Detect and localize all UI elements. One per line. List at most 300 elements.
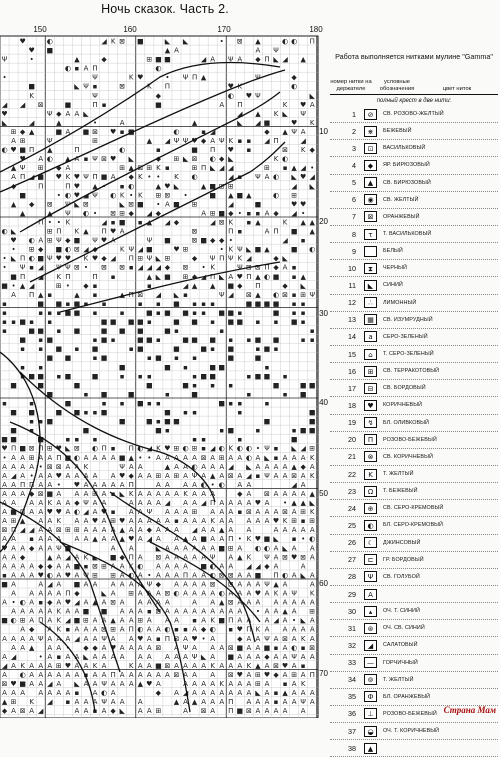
svg-text:◐: ◐ [91,444,99,453]
svg-text:◣: ◣ [74,680,80,688]
svg-text:A: A [237,616,243,625]
svg-text:•: • [65,281,70,290]
svg-text:Ψ: Ψ [255,73,261,82]
svg-text:A: A [183,453,188,462]
svg-text:◐: ◐ [282,155,289,164]
svg-text:A: A [56,489,62,498]
svg-text:◆: ◆ [155,91,162,100]
svg-text:A: A [237,598,243,607]
svg-text:⊠: ⊠ [191,236,198,245]
svg-text:■: ■ [254,372,262,381]
svg-text:A: A [110,589,116,598]
svg-text:◐: ◐ [218,480,225,489]
svg-text:▪: ▪ [273,318,279,326]
legend-row [330,226,498,243]
svg-text:A: A [47,652,53,661]
thread-color-name: ЧЕРНЫЙ [383,265,407,272]
svg-text:A: A [165,598,170,607]
legend-row [330,655,498,672]
thread-color-name: ДЖИНСОВЫЙ [383,539,421,546]
svg-text:⊞: ⊞ [128,589,135,598]
svg-text:■: ■ [10,408,17,417]
svg-text:◢: ◢ [28,173,35,182]
svg-text:A: A [219,698,225,707]
svg-text:Π: Π [128,625,134,634]
svg-text:A: A [291,489,297,498]
svg-text:▪: ▪ [56,327,62,336]
legend-header: Работа выполняется нитками мулине "Gamma" [335,52,493,61]
thread-color-name: ГОРЧИЧНЫЙ [383,659,418,666]
svg-text:Ψ: Ψ [83,571,89,580]
svg-text:■: ■ [218,616,226,625]
svg-text:▲: ▲ [209,281,216,290]
svg-text:A: A [74,489,80,498]
svg-text:A: A [101,616,107,625]
svg-text:⊠: ⊠ [282,508,289,517]
legend-row [330,346,498,363]
thread-color-name: ОЧ. Т. КОРИЧНЕВЫЙ [383,728,440,735]
svg-text:A: A [119,480,125,489]
svg-text:♥: ♥ [227,82,234,91]
svg-text:◐: ◐ [272,191,280,200]
svg-text:⊠: ⊠ [282,146,289,155]
svg-text:A: A [210,489,216,498]
stitch-symbol: ∴ [364,297,377,308]
svg-text:▪: ▪ [92,308,98,317]
svg-text:♥: ♥ [55,444,62,453]
svg-text:A: A [183,562,188,571]
svg-text:Ψ: Ψ [182,73,189,82]
svg-text:♥: ♥ [281,661,289,670]
svg-text:A: A [137,526,143,535]
side-scale-label: 50 [319,489,328,498]
svg-text:A: A [201,517,207,526]
thread-color-name: ВАСИЛЬКОВЫЙ [383,145,426,152]
svg-text:A: A [174,453,179,462]
svg-text:A: A [47,625,53,634]
svg-text:A: A [210,589,216,598]
svg-text:A: A [128,499,134,507]
svg-text:■: ■ [28,82,35,91]
svg-text:♥: ♥ [119,471,126,480]
thread-number: 27 [348,555,356,565]
thread-number: 6 [352,195,356,205]
legend-row [330,740,498,757]
svg-text:A: A [11,562,16,571]
svg-text:▪: ▪ [165,164,170,173]
svg-text:•: • [56,191,61,200]
svg-text:◐: ◐ [46,571,53,580]
svg-text:▲: ▲ [92,535,98,544]
svg-text:•: • [156,200,161,209]
svg-text:A: A [282,263,288,272]
svg-text:◣: ◣ [119,200,125,209]
svg-text:⊞: ⊞ [209,209,216,218]
svg-text:⊠: ⊠ [227,643,234,652]
svg-text:■: ■ [191,390,198,399]
svg-text:A: A [119,652,125,661]
svg-text:A: A [210,598,216,607]
thread-color-name: БЕЛЫЙ [383,248,403,255]
svg-text:A: A [174,535,179,544]
svg-text:◆: ◆ [1,707,8,716]
svg-text:A: A [38,526,44,535]
svg-text:A: A [246,526,252,535]
thread-color-name: ЛИМОННЫЙ [383,299,417,306]
svg-text:◢: ◢ [209,444,216,453]
svg-text:■: ■ [73,616,81,625]
svg-text:A: A [255,46,261,55]
svg-text:◢: ◢ [282,236,288,245]
thread-color-name: СВ. КОРИЧНЕВЫЙ [383,453,433,460]
svg-text:◢: ◢ [246,254,252,263]
stitch-symbol: — [364,657,377,668]
svg-text:A: A [291,689,297,698]
svg-text:A: A [29,607,35,616]
svg-text:A: A [237,480,243,489]
svg-text:•: • [310,164,315,173]
svg-text:◣: ◣ [128,155,134,164]
svg-text:A: A [11,634,16,643]
svg-text:•: • [11,598,16,607]
svg-text:A: A [11,580,16,589]
svg-text:▲: ▲ [300,55,306,64]
svg-text:⊠: ⊠ [73,444,80,453]
svg-text:▲: ▲ [300,499,306,507]
svg-text:A: A [291,571,297,580]
svg-text:▪: ▪ [146,607,152,616]
svg-text:A: A [119,227,125,236]
svg-text:▪: ▪ [92,707,98,716]
svg-text:♥: ♥ [64,254,72,263]
svg-text:▪: ▪ [92,354,98,363]
svg-text:A: A [192,689,197,698]
svg-text:K: K [237,82,243,91]
svg-text:■: ■ [127,127,135,136]
svg-text:▪: ▪ [38,345,44,354]
svg-text:♥: ♥ [73,191,81,200]
svg-text:A: A [300,625,306,634]
svg-text:■: ■ [136,37,144,46]
svg-text:◆: ◆ [28,544,35,553]
svg-text:◣: ◣ [273,55,279,64]
thread-color-name: СВ. ГОЛУБОЙ [383,573,420,580]
svg-text:A: A [246,698,252,707]
svg-text:◢: ◢ [209,127,216,136]
svg-text:⊞: ⊞ [73,526,80,535]
thread-number: 21 [348,452,356,462]
svg-text:A: A [309,526,315,535]
svg-text:◐: ◐ [128,571,135,580]
svg-text:■: ■ [73,408,81,417]
svg-text:A: A [65,499,71,507]
svg-text:■: ■ [155,426,162,435]
svg-text:▪: ▪ [29,318,35,326]
svg-text:A: A [74,535,80,544]
svg-text:◣: ◣ [10,254,17,263]
svg-text:A: A [165,200,170,209]
svg-text:A: A [210,652,216,661]
svg-text:A: A [309,580,315,589]
stitch-symbol: Ф [364,691,377,702]
svg-text:A: A [309,571,315,580]
svg-text:A: A [201,471,207,480]
svg-text:▪: ▪ [2,318,7,326]
svg-text:▲: ▲ [19,517,26,526]
svg-text:◆: ◆ [92,643,98,652]
svg-text:▪: ▪ [20,372,25,381]
svg-text:⊞: ⊞ [92,571,98,580]
svg-text:A: A [246,652,252,661]
svg-text:◆: ◆ [83,643,89,652]
svg-text:■: ■ [299,426,307,435]
svg-text:•: • [102,182,107,191]
svg-text:A: A [29,462,35,471]
svg-text:◢: ◢ [146,263,153,272]
svg-text:A: A [65,462,71,471]
svg-text:A: A [137,499,143,507]
svg-text:A: A [56,562,62,571]
svg-text:▪: ▪ [282,680,288,688]
svg-text:▲: ▲ [282,607,288,616]
svg-text:A: A [255,453,261,462]
svg-text:A: A [128,508,134,517]
svg-text:◐: ◐ [263,544,271,553]
svg-text:■: ■ [146,381,153,390]
svg-text:■: ■ [100,607,108,616]
svg-text:■: ■ [272,336,280,345]
svg-text:A: A [219,607,225,616]
svg-text:Ψ: Ψ [264,553,270,562]
svg-text:A: A [137,508,143,517]
svg-text:▪: ▪ [192,381,197,390]
svg-text:A: A [201,698,207,707]
svg-text:◐: ◐ [209,155,216,164]
svg-text:Π: Π [128,480,134,489]
svg-text:A: A [101,643,107,652]
svg-text:♥: ♥ [100,236,108,245]
svg-text:K: K [83,553,89,562]
top-scale-label: 160 [123,25,137,34]
svg-text:◢: ◢ [164,137,171,145]
svg-text:A: A [228,508,234,517]
svg-text:♥: ♥ [300,200,307,209]
svg-text:A: A [83,535,89,544]
svg-text:Ψ: Ψ [83,82,89,91]
svg-text:▪: ▪ [255,209,261,218]
svg-text:◢: ◢ [155,290,162,299]
svg-text:Ψ: Ψ [309,290,315,299]
svg-text:A: A [128,580,134,589]
svg-text:■: ■ [236,643,244,652]
thread-color-name: САЛАТОВЫЙ [383,642,418,649]
svg-text:▪: ▪ [201,299,206,308]
svg-text:■: ■ [1,580,8,589]
svg-text:⊠: ⊠ [28,444,35,453]
svg-text:⊞: ⊞ [254,670,261,679]
svg-text:◢: ◢ [101,218,107,227]
legend-row [330,552,498,569]
svg-text:A: A [11,643,16,652]
stitch-symbol: ⊡ [364,143,377,154]
svg-text:⊠: ⊠ [137,164,144,173]
svg-text:A: A [201,571,207,580]
thread-number: 26 [348,538,356,548]
svg-text:A: A [38,544,44,553]
svg-text:Ψ: Ψ [264,444,270,453]
svg-text:▪: ▪ [237,435,243,444]
svg-text:A: A [192,517,197,526]
svg-text:⊠: ⊠ [282,634,289,643]
svg-text:A: A [291,607,297,616]
svg-text:♥: ♥ [64,598,72,607]
svg-text:◆: ◆ [273,670,279,679]
svg-text:▪: ▪ [273,345,279,354]
svg-text:A: A [2,652,7,661]
svg-text:•: • [292,616,297,625]
svg-text:A: A [165,480,170,489]
stitch-symbol: ⌂ [364,349,377,360]
svg-text:⊞: ⊞ [191,164,198,173]
svg-text:▪: ▪ [300,517,306,526]
svg-text:•: • [201,263,206,272]
svg-text:◆: ◆ [101,55,107,64]
svg-text:◢: ◢ [28,281,35,290]
legend-row [330,517,498,534]
svg-text:◐: ◐ [110,191,117,200]
svg-text:■: ■ [155,55,162,64]
svg-text:A: A [83,526,89,535]
svg-text:◐: ◐ [191,462,198,471]
svg-text:⊞: ⊞ [46,236,53,245]
svg-text:▪: ▪ [201,127,206,136]
svg-text:■: ■ [146,245,153,254]
svg-text:■: ■ [263,299,271,308]
svg-text:◢: ◢ [10,652,17,661]
legend-row [330,363,498,380]
svg-text:◐: ◐ [309,535,316,544]
svg-text:◆: ◆ [155,209,162,218]
svg-text:A: A [92,625,98,634]
svg-text:A: A [101,652,107,661]
svg-text:A: A [20,562,26,571]
svg-text:A: A [92,526,98,535]
svg-text:A: A [65,471,71,480]
svg-text:A: A [228,562,234,571]
svg-text:A: A [83,598,89,607]
svg-text:◐: ◐ [64,245,71,254]
svg-text:◣: ◣ [182,155,189,164]
svg-text:A: A [237,499,243,507]
svg-text:Π: Π [38,218,44,227]
svg-text:◣: ◣ [182,37,189,46]
svg-text:■: ■ [227,426,235,435]
legend-row [330,243,498,260]
stitch-symbol: ▴ [364,606,377,617]
svg-text:▲: ▲ [282,127,288,136]
svg-text:▲: ▲ [219,526,225,535]
svg-text:▪: ▪ [47,308,53,317]
svg-text:A: A [137,698,143,707]
svg-text:A: A [137,598,143,607]
svg-text:A: A [11,462,16,471]
svg-text:▪: ▪ [74,345,80,354]
svg-text:◐: ◐ [282,37,289,46]
svg-text:A: A [38,589,44,598]
svg-text:▲: ▲ [182,535,189,544]
svg-text:♥: ♥ [109,127,117,136]
svg-text:▪: ▪ [137,299,143,308]
svg-text:Ψ: Ψ [101,634,107,643]
svg-text:◐: ◐ [254,544,261,553]
svg-text:◐: ◐ [236,444,243,453]
svg-text:A: A [110,689,116,698]
svg-text:A: A [101,517,107,526]
svg-text:Π: Π [273,227,279,236]
svg-text:A: A [282,471,288,480]
svg-text:A: A [174,489,179,498]
svg-text:▲: ▲ [92,182,98,191]
svg-text:⊞: ⊞ [291,191,298,200]
svg-text:A: A [47,526,53,535]
svg-text:A: A [38,535,44,544]
svg-text:A: A [92,634,98,643]
svg-text:◆: ◆ [28,489,35,498]
svg-text:▪: ▪ [83,408,89,417]
thread-number: 5 [352,178,356,188]
svg-text:▲: ▲ [309,218,315,227]
svg-text:■: ■ [209,191,216,200]
svg-text:A: A [155,453,161,462]
svg-text:■: ■ [64,453,72,462]
svg-text:■: ■ [28,327,35,336]
svg-text:⊠: ⊠ [83,200,89,209]
svg-text:A: A [210,508,216,517]
svg-text:A: A [29,661,35,670]
svg-text:■: ■ [182,336,189,345]
svg-text:A: A [20,689,26,698]
svg-text:Π: Π [101,444,107,453]
svg-text:A: A [192,580,197,589]
svg-text:▪: ▪ [38,598,44,607]
svg-text:Π: Π [92,173,98,182]
svg-text:Ψ: Ψ [65,209,71,218]
svg-text:▪: ▪ [300,318,306,326]
svg-text:A: A [92,680,98,688]
svg-text:A: A [264,462,270,471]
svg-text:■: ■ [308,417,316,426]
svg-text:▪: ▪ [110,489,116,498]
svg-text:■: ■ [55,408,63,417]
svg-text:♥: ♥ [191,137,198,145]
stitch-symbol: ↯ [364,417,377,428]
svg-text:■: ■ [209,336,216,345]
svg-text:▪: ▪ [156,146,161,155]
svg-text:■: ■ [64,354,72,363]
svg-text:A: A [291,508,297,517]
svg-text:◆: ◆ [65,236,71,245]
svg-text:■: ■ [73,562,81,571]
svg-text:▪: ▪ [29,263,35,272]
svg-text:◐: ◐ [19,598,26,607]
svg-text:A: A [47,589,53,598]
svg-text:A: A [155,670,161,679]
svg-text:⊞: ⊞ [164,254,171,263]
svg-text:♥: ♥ [10,680,17,688]
svg-text:A: A [38,499,44,507]
svg-text:▲: ▲ [137,680,143,688]
svg-text:■: ■ [245,299,253,308]
